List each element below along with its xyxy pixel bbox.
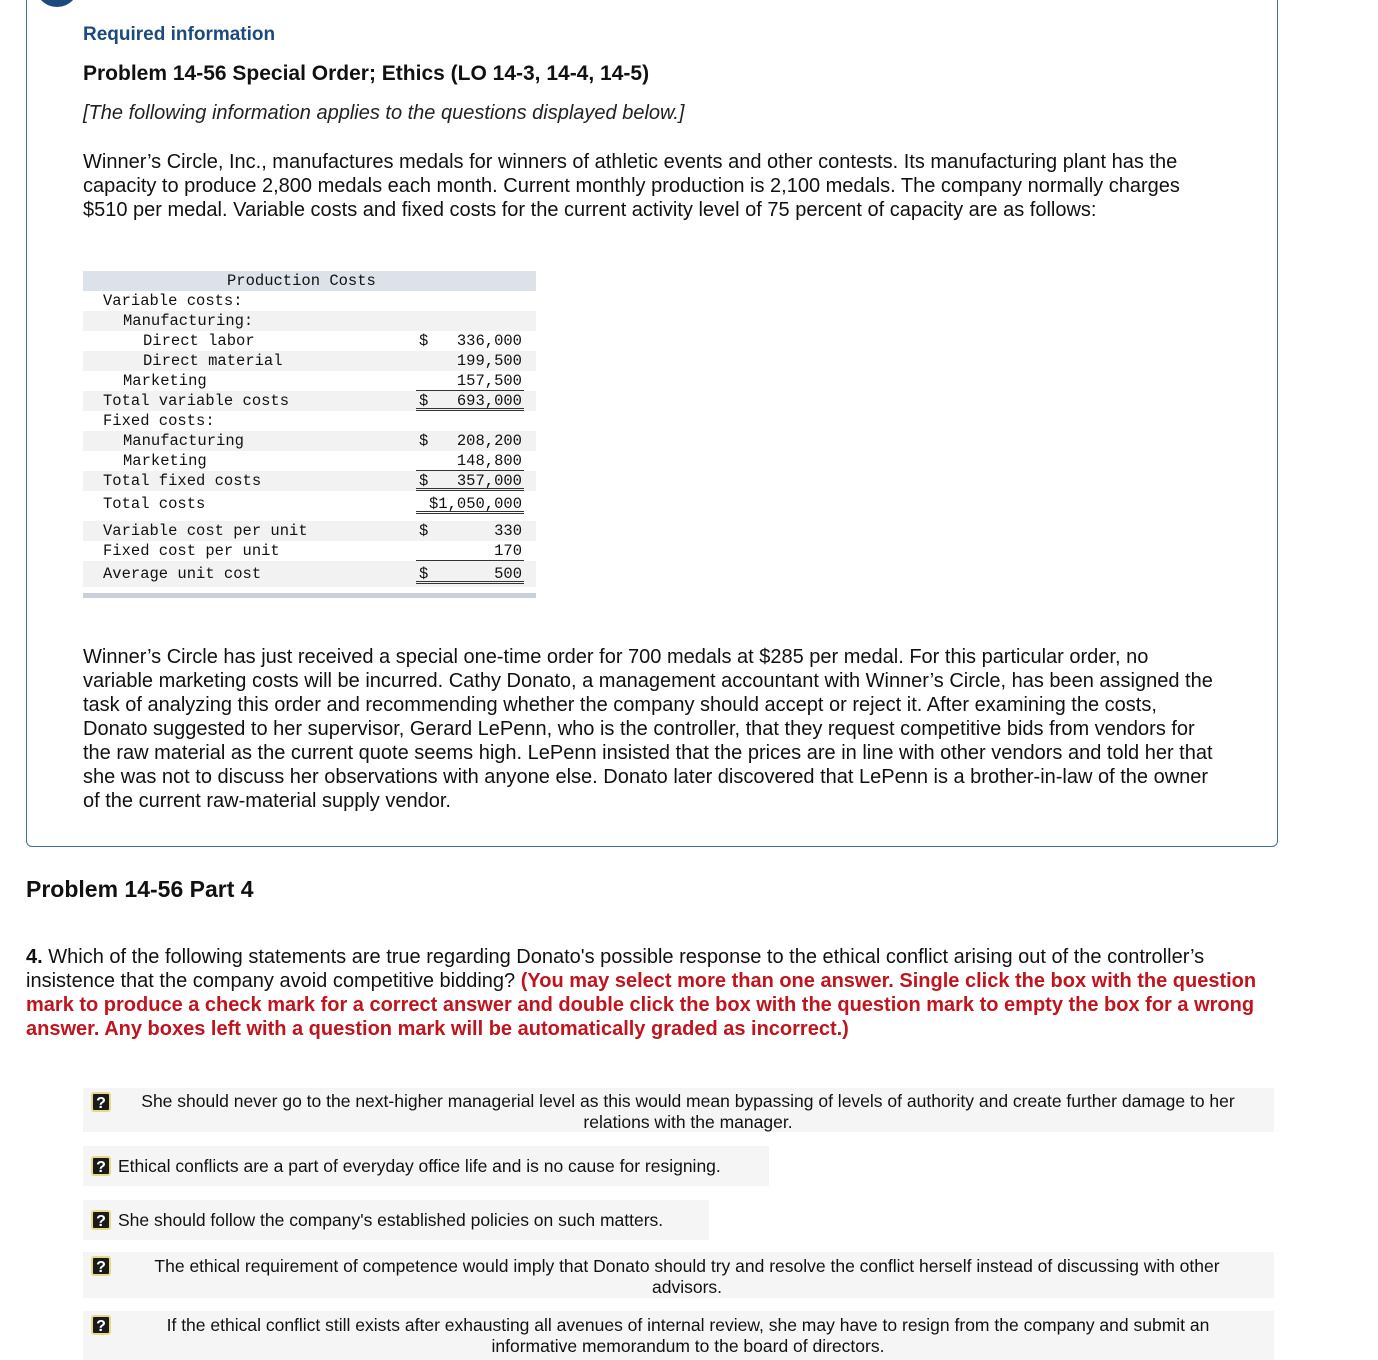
dollar-sign: $: [419, 565, 429, 583]
row-label: Direct labor: [143, 332, 255, 350]
table-title: Production Costs: [227, 272, 376, 290]
row-label: Marketing: [123, 452, 207, 470]
answer-option-4: [83, 1252, 1274, 1298]
option-text-1: She should never go to the next-higher managerial level as this would mean bypassing of levels of authority and create further damage to her relations with the manager.: [141, 1091, 1235, 1132]
question-instructions: (You may select more than one answer. Single click the box with the question mark to produce a check mark for a correct answer and double click the box with the question mark to empty the box for a wrong answer. Any boxes left with a question mark will be automatically graded as incorrect.): [26, 970, 1257, 1040]
option-text-2: Ethical conflicts are a part of everyday office life and is no cause for resigning.: [118, 1156, 721, 1176]
row-label: Variable cost per unit: [103, 522, 308, 540]
table-footer-bar: [83, 593, 536, 598]
table-row: [83, 311, 536, 331]
row-amount: 208,200: [456, 432, 522, 450]
problem-title: Problem 14-56 Special Order; Ethics (LO 14-3, 14-4, 14-5): [83, 62, 650, 85]
row-amount: 199,500: [456, 352, 522, 370]
row-amount: 693,000: [456, 392, 522, 410]
row-label: Manufacturing:: [123, 312, 254, 330]
row-label: Total fixed costs: [103, 472, 262, 490]
table-header-row: [83, 271, 536, 291]
table-row: [83, 351, 536, 371]
question-number: 4.: [26, 946, 43, 968]
question-mark-checkbox-1[interactable]: ?: [91, 1092, 111, 1112]
table-row: [83, 561, 536, 587]
row-label: Variable costs:: [103, 292, 243, 310]
row-label: Total costs: [103, 495, 206, 513]
info-badge-icon: [35, 0, 79, 7]
required-info-heading: Required information: [83, 24, 276, 45]
question-mark-checkbox-3[interactable]: ?: [91, 1210, 111, 1230]
table-row: [83, 411, 536, 431]
table-row: [83, 371, 536, 391]
table-row: [83, 291, 536, 311]
row-amount: 170: [494, 542, 522, 560]
answer-option-3: [83, 1200, 709, 1240]
option-text-3: She should follow the company's established policies on such matters.: [118, 1210, 664, 1230]
question-mark-checkbox-5[interactable]: ?: [91, 1315, 111, 1335]
row-amount: 336,000: [456, 332, 522, 350]
applies-note: [The following information applies to the questions displayed below.]: [83, 102, 685, 124]
answer-option-5: [83, 1311, 1274, 1360]
table-row: [83, 491, 536, 517]
row-label: Direct material: [143, 352, 283, 370]
row-amount: 330: [494, 522, 522, 540]
part-title: Problem 14-56 Part 4: [26, 876, 254, 902]
row-amount: 157,500: [456, 372, 522, 390]
table-row: [83, 431, 536, 451]
table-row: [83, 331, 536, 351]
row-amount: 148,800: [456, 452, 522, 470]
table-row: [83, 471, 536, 491]
dollar-sign: $: [419, 432, 429, 450]
row-label: Average unit cost: [103, 565, 262, 583]
dollar-sign: $: [419, 332, 429, 350]
question-body: Which of the following statements are true regarding Donato's possible response to the ethical conflict arising out of the controller’s insistence that the company avoid competitive bidding?: [26, 946, 1205, 992]
row-amount: 357,000: [456, 472, 522, 490]
row-label: Fixed costs:: [103, 412, 215, 430]
table-row: [83, 541, 536, 561]
dollar-sign: $: [419, 472, 429, 490]
option-text-4: The ethical requirement of competence would imply that Donato should try and resolve the conflict herself instead of discussing with other advisors.: [154, 1256, 1220, 1297]
row-amount: $1,050,000: [428, 495, 522, 513]
dollar-sign: $: [419, 392, 429, 410]
table-row: [83, 391, 536, 411]
row-label: Marketing: [123, 372, 207, 390]
answer-option-1: [83, 1088, 1274, 1132]
row-label: Manufacturing: [123, 432, 244, 450]
scenario-paragraph: Winner’s Circle has just received a special one-time order for 700 medals at $285 per medal. For this particular order, no variable marketing costs will be incurred. Cathy Donato, a management accountant with Winner’s Circle, has been assigned the task of analyzing this order and recommending whether the company should accept or reject it. After examining the costs, Donato suggested to her supervisor, Gerard LePenn, who is the controller, that they request competitive bids from vendors for the raw material as the current quote seems high. LePenn insisted that the prices are in line with other vendors and told her that she was not to discuss her observations with anyone else. Donato later discovered that LePenn is a brother-in-law of the owner of the current raw-material supply vendor.: [83, 646, 1213, 812]
option-text-5: If the ethical conflict still exists after exhausting all avenues of internal review, she may have to resign from the company and submit an informative memorandum to the board of directors.: [166, 1315, 1210, 1356]
table-row: [83, 451, 536, 471]
intro-paragraph: Winner’s Circle, Inc., manufactures medals for winners of athletic events and other contests. Its manufacturing plant has the capacity to produce 2,800 medals each month. Current monthly production is 2,100 medals. The company normally charges $510 per medal. Variable costs and fixed costs for the current activity level of 75 percent of capacity are as follows:: [83, 151, 1180, 221]
production-costs-table: [83, 271, 536, 598]
question-mark-checkbox-4[interactable]: ?: [91, 1256, 111, 1276]
question-mark-checkbox-2[interactable]: ?: [91, 1156, 111, 1176]
row-label: Fixed cost per unit: [103, 542, 280, 560]
table-row: [83, 521, 536, 541]
dollar-sign: $: [419, 522, 429, 540]
row-amount: 500: [494, 565, 522, 583]
row-label: Total variable costs: [103, 392, 290, 410]
question-text: [26, 945, 1281, 1041]
answer-option-2: [83, 1146, 769, 1186]
